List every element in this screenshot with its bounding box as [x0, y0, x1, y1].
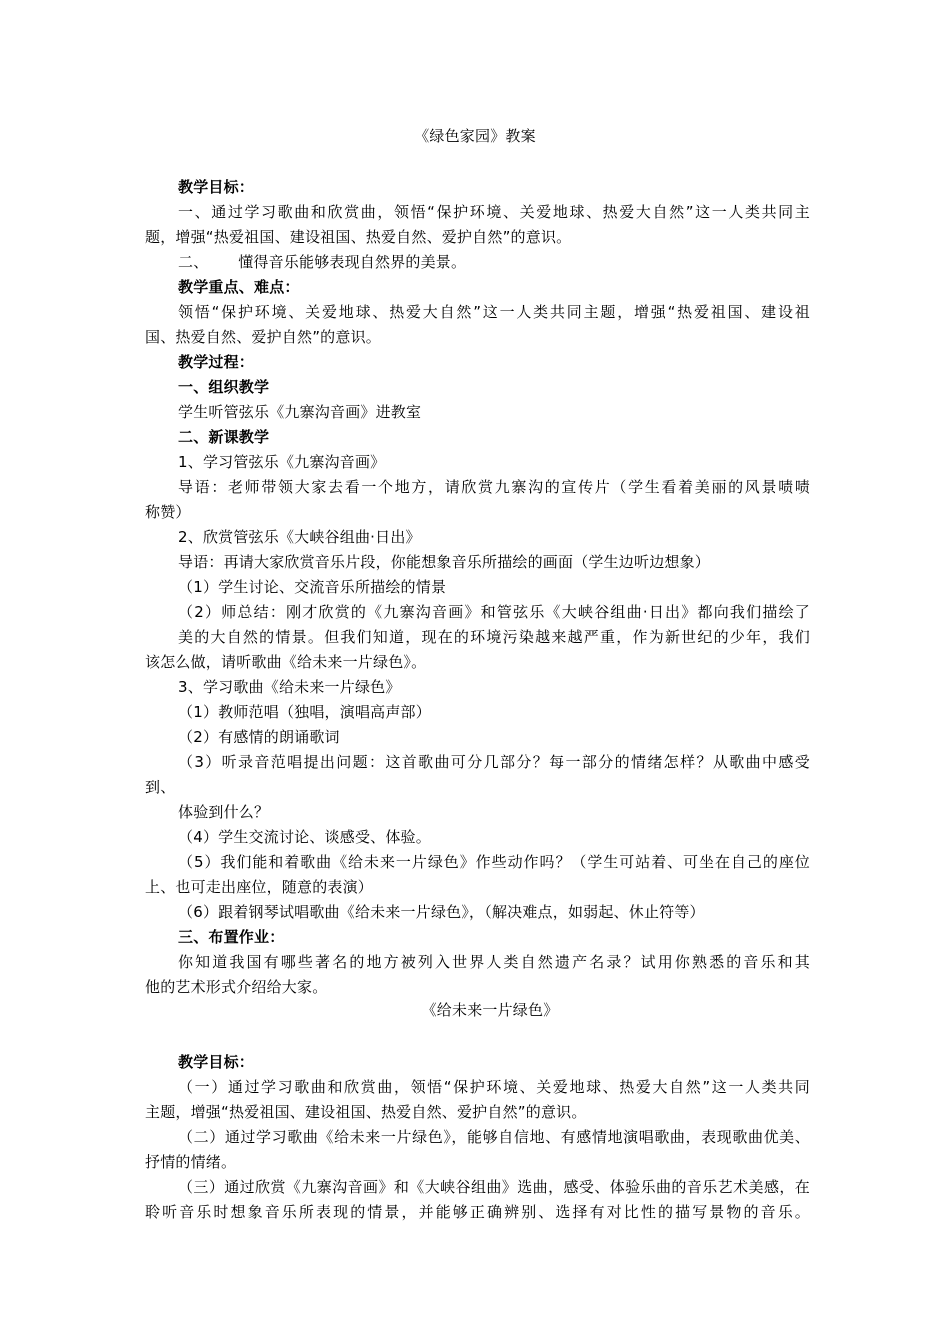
- goal-3-line-1: （三）通过欣赏《九寨沟音画》和《大峡谷组曲》选曲，感受、体验乐曲的音乐艺术美感，在: [178, 1178, 810, 1196]
- goal-2-line-2: 抒情的情绪。: [145, 1153, 237, 1171]
- goal-2-line-1: （二）通过学习歌曲《给未来一片绿色》，能够自信地、有感情地演唱歌曲，表现歌曲优美、: [178, 1128, 810, 1146]
- section-heading-objectives: 教学目标：: [178, 178, 255, 196]
- subheading-homework: 三、布置作业：: [178, 928, 285, 946]
- item-1-intro-line-2: 称赞）: [145, 503, 191, 521]
- item-2-b-line-1: （2）师总结：刚才欣赏的《九寨沟音画》和管弦乐《大峡谷组曲·日出》都向我们描绘了: [178, 603, 810, 621]
- item-3: 3、学习歌曲《给未来一片绿色》: [178, 678, 401, 696]
- item-3-6: （6）跟着钢琴试唱歌曲《给未来一片绿色》，（解决难点，如弱起、休止符等）: [178, 903, 705, 921]
- item-3-3-line-3: 体验到什么？: [178, 803, 270, 821]
- item-2-b-line-2: 美的大自然的情景。但我们知道，现在的环境污染越来越严重，作为新世纪的少年，我们: [178, 628, 810, 646]
- item-3-1: （1）教师范唱（独唱，演唱高声部）: [178, 703, 431, 721]
- item-3-5-line-1: （5）我们能和着歌曲《给未来一片绿色》作些动作吗？（学生可站着、可坐在自己的座位: [178, 853, 810, 871]
- item-3-2: （2）有感情的朗诵歌词: [178, 728, 340, 746]
- item-3-3-line-2: 到、: [145, 778, 176, 796]
- item-1: 1、学习管弦乐《九寨沟音画》: [178, 453, 386, 471]
- item-2: 2、欣赏管弦乐《大峡谷组曲·日出》: [178, 528, 421, 546]
- item-2-a: （1）学生讨论、交流音乐所描绘的情景: [178, 578, 447, 596]
- document-title: 《绿色家园》教案: [414, 127, 536, 145]
- section-heading-key-points: 教学重点、难点：: [178, 278, 300, 296]
- second-title: 《给未来一片绿色》: [421, 1001, 559, 1019]
- subheading-organize: 一、组织教学: [178, 378, 270, 396]
- subheading-new-lesson: 二、新课教学: [178, 428, 270, 446]
- item-2-intro: 导语：再请大家欣赏音乐片段，你能想象音乐所描绘的画面（学生边听边想象）: [178, 553, 711, 571]
- objective-1-line-2: 题，增强“热爱祖国、建设祖国、热爱自然、爱护自然”的意识。: [145, 228, 572, 246]
- goal-1-line-1: （一）通过学习歌曲和欣赏曲，领悟“保护环境、关爱地球、热爱大自然”这一人类共同: [178, 1078, 810, 1096]
- goal-1-line-2: 主题，增强“热爱祖国、建设祖国、热爱自然、爱护自然”的意识。: [145, 1103, 587, 1121]
- item-2-b-line-3: 该怎么做，请听歌曲《给未来一片绿色》。: [145, 653, 427, 671]
- item-3-4: （4）学生交流讨论、谈感受、体验。: [178, 828, 431, 846]
- key-points-line-2: 国、热爱自然、爱护自然”的意识。: [145, 328, 381, 346]
- goal-3-line-2: 聆听音乐时想象音乐所表现的情景，并能够正确辨别、选择有对比性的描写景物的音乐。: [145, 1203, 810, 1221]
- section-heading-process: 教学过程：: [178, 353, 255, 371]
- homework-line-2: 他的艺术形式介绍给大家。: [145, 978, 328, 996]
- item-3-3-line-1: （3）听录音范唱提出问题：这首歌曲可分几部分？每一部分的情绪怎样？从歌曲中感受: [178, 753, 810, 771]
- section-heading-objectives-2: 教学目标：: [178, 1053, 255, 1071]
- objective-2: 二、 懂得音乐能够表现自然界的美景。: [178, 253, 467, 271]
- organize-text: 学生听管弦乐《九寨沟音画》进教室: [178, 403, 422, 421]
- objective-1-line-1: 一、通过学习歌曲和欣赏曲，领悟“保护环境、关爱地球、热爱大自然”这一人类共同主: [178, 203, 810, 221]
- item-3-5-line-2: 上、也可走出座位，随意的表演）: [145, 878, 374, 896]
- item-1-intro-line-1: 导语：老师带领大家去看一个地方，请欣赏九寨沟的宣传片（学生看着美丽的风景啧啧: [178, 478, 810, 496]
- key-points-line-1: 领悟“保护环境、关爱地球、热爱大自然”这一人类共同主题，增强“热爱祖国、建设祖: [178, 303, 810, 321]
- homework-line-1: 你知道我国有哪些著名的地方被列入世界人类自然遗产名录？试用你熟悉的音乐和其: [178, 953, 810, 971]
